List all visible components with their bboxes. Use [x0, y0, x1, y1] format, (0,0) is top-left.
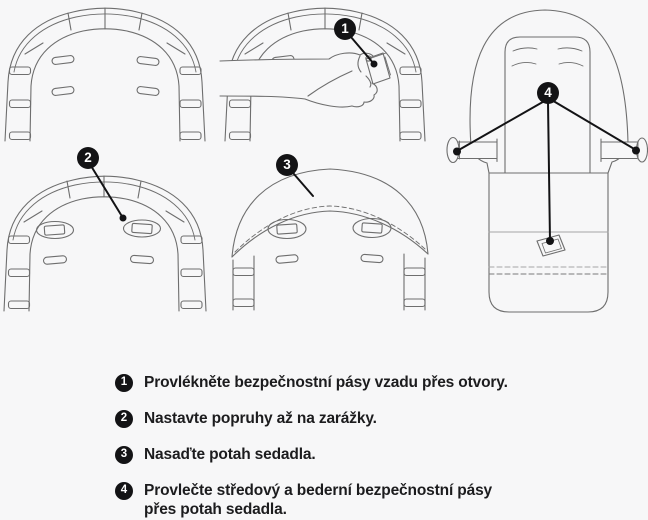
instruction-text-4: Provlečte středový a bederní bezpečnostní pásy přes potah sedadla. — [144, 482, 493, 518]
hand — [220, 53, 386, 107]
figure-frame-strap-stoppers — [0, 165, 220, 340]
lower-slots — [43, 255, 153, 264]
figure-seat-cover-belts — [440, 0, 648, 330]
step-3-badge: 3 — [115, 446, 133, 464]
callout-2-badge: 2 — [77, 147, 99, 169]
instruction-text-2: Nastavte popruhy až na zarážky. — [144, 410, 377, 427]
figure-hand-threading-strap — [220, 0, 440, 160]
instruction-text-3: Nasaďte potah sedadla. — [144, 446, 316, 463]
instruction-item-3 — [115, 445, 508, 464]
frame-legs — [233, 254, 425, 310]
figure-cover-over-frame — [220, 150, 445, 340]
instruction-item-4 — [115, 481, 508, 519]
seat-cover — [232, 169, 428, 257]
frame-arch — [4, 176, 206, 311]
instruction-list — [115, 373, 508, 519]
instruction-text-1: Provlékněte bezpečnostní pásy vzadu přes otvory. — [144, 374, 508, 391]
strap-stoppers — [37, 220, 161, 239]
instruction-item-2 — [115, 409, 508, 428]
callout-2-pointer — [88, 161, 127, 222]
lap-belt-right — [601, 138, 648, 162]
figure-frame-rear-slots — [0, 0, 220, 160]
instruction-item-1 — [115, 373, 508, 392]
strap-stoppers — [268, 219, 391, 239]
step-4-badge: 4 — [115, 482, 133, 500]
frame-arch — [5, 8, 205, 141]
harness-slots — [52, 55, 160, 96]
callout-3-badge: 3 — [276, 154, 298, 176]
callout-4-pointers — [453, 99, 640, 245]
callout-1-badge: 1 — [334, 18, 356, 40]
step-1-badge: 1 — [115, 374, 133, 392]
callout-4-badge: 4 — [537, 82, 559, 104]
step-2-badge: 2 — [115, 410, 133, 428]
